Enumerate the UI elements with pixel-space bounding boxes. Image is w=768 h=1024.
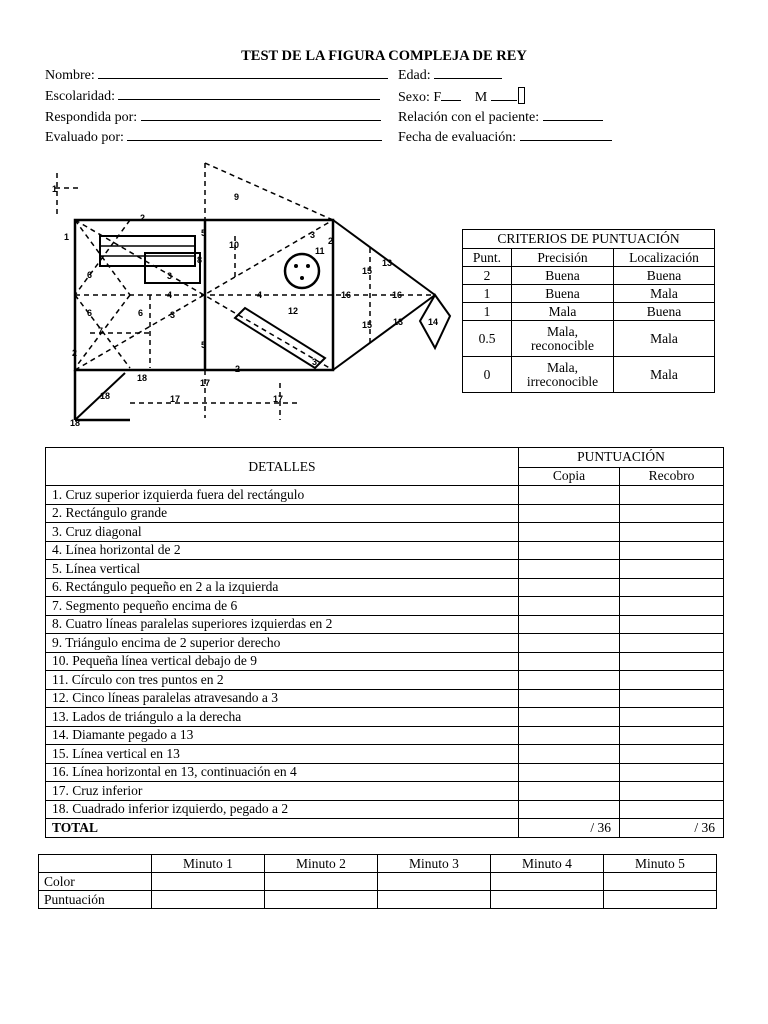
fecha-line[interactable] bbox=[520, 128, 612, 141]
copia-score-cell[interactable] bbox=[519, 523, 620, 542]
puntuacion-cell[interactable] bbox=[604, 891, 717, 909]
recobro-score-cell[interactable] bbox=[620, 523, 724, 542]
detail-label: 15. Línea vertical en 13 bbox=[46, 745, 519, 764]
copia-score-cell[interactable] bbox=[519, 634, 620, 653]
criteria-header: Localización bbox=[614, 249, 715, 267]
page-title: TEST DE LA FIGURA COMPLEJA DE REY bbox=[241, 48, 527, 64]
copia-score-cell[interactable] bbox=[519, 782, 620, 801]
recobro-score-cell[interactable] bbox=[620, 486, 724, 505]
svg-text:1: 1 bbox=[52, 184, 58, 194]
recobro-score-cell[interactable] bbox=[620, 504, 724, 523]
svg-text:4: 4 bbox=[167, 290, 173, 300]
color-cell[interactable] bbox=[265, 873, 378, 891]
figure-dashed-lines bbox=[55, 163, 435, 420]
detail-row bbox=[46, 782, 724, 801]
detail-row bbox=[46, 597, 724, 616]
minute-header: Minuto 5 bbox=[604, 855, 717, 873]
copia-score-cell[interactable] bbox=[519, 726, 620, 745]
recobro-score-cell[interactable] bbox=[620, 671, 724, 690]
detail-label: 8. Cuatro líneas paralelas superiores izquierdas en 2 bbox=[46, 615, 519, 634]
escolaridad-line[interactable] bbox=[118, 87, 380, 100]
svg-text:3: 3 bbox=[312, 357, 318, 367]
recobro-score-cell[interactable] bbox=[620, 708, 724, 727]
criteria-cell: 0.5 bbox=[463, 321, 512, 357]
sexo-m-line[interactable] bbox=[491, 88, 517, 101]
minute-header: Minuto 3 bbox=[378, 855, 491, 873]
recobro-header: Recobro bbox=[620, 467, 724, 486]
detail-row bbox=[46, 523, 724, 542]
recobro-score-cell[interactable] bbox=[620, 763, 724, 782]
svg-text:10: 10 bbox=[229, 240, 240, 250]
scoring-criteria-table bbox=[462, 229, 715, 393]
svg-text:2: 2 bbox=[235, 364, 241, 374]
criteria-cell: 1 bbox=[463, 285, 512, 303]
detail-label: 11. Círculo con tres puntos en 2 bbox=[46, 671, 519, 690]
evaluado-line[interactable] bbox=[127, 128, 382, 141]
relacion-label: Relación con el paciente: bbox=[398, 110, 540, 125]
detail-label: 9. Triángulo encima de 2 superior derecho bbox=[46, 634, 519, 653]
svg-text:4: 4 bbox=[257, 290, 263, 300]
sexo-m-label: M bbox=[474, 90, 488, 105]
detail-label: 17. Cruz inferior bbox=[46, 782, 519, 801]
detail-row bbox=[46, 726, 724, 745]
svg-text:7: 7 bbox=[98, 326, 104, 336]
detail-row bbox=[46, 486, 724, 505]
svg-text:3: 3 bbox=[167, 271, 173, 281]
svg-text:3: 3 bbox=[310, 230, 316, 240]
detail-row bbox=[46, 615, 724, 634]
svg-text:11: 11 bbox=[315, 246, 325, 256]
recobro-score-cell[interactable] bbox=[620, 615, 724, 634]
detail-row bbox=[46, 689, 724, 708]
color-row-label: Color bbox=[39, 873, 152, 891]
copia-score-cell[interactable] bbox=[519, 800, 620, 819]
svg-text:17: 17 bbox=[170, 394, 181, 404]
detail-label: 2. Rectángulo grande bbox=[46, 504, 519, 523]
minutes-corner-cell bbox=[39, 855, 152, 873]
svg-text:5: 5 bbox=[201, 228, 207, 238]
criteria-cell: Buena bbox=[512, 285, 614, 303]
detail-row bbox=[46, 504, 724, 523]
details-header: DETALLES bbox=[46, 448, 519, 486]
detail-label: 14. Diamante pegado a 13 bbox=[46, 726, 519, 745]
total-copia[interactable]: / 36 bbox=[519, 819, 620, 838]
detail-row bbox=[46, 671, 724, 690]
detail-label: 12. Cinco líneas paralelas atravesando a 3 bbox=[46, 689, 519, 708]
svg-text:18: 18 bbox=[137, 373, 148, 383]
relacion-line[interactable] bbox=[543, 108, 603, 121]
criteria-cell: Buena bbox=[614, 303, 715, 321]
respondida-line[interactable] bbox=[141, 108, 381, 121]
criteria-cell: Mala, reconocible bbox=[512, 321, 614, 357]
relacion-field[interactable] bbox=[398, 108, 603, 126]
svg-text:3: 3 bbox=[170, 310, 176, 320]
svg-text:18: 18 bbox=[100, 391, 111, 401]
total-recobro[interactable]: / 36 bbox=[620, 819, 724, 838]
nombre-field[interactable] bbox=[45, 66, 388, 84]
recobro-score-cell[interactable] bbox=[620, 745, 724, 764]
svg-text:17: 17 bbox=[200, 378, 211, 388]
criteria-title: CRITERIOS DE PUNTUACIÓN bbox=[463, 230, 715, 249]
minutes-header-row bbox=[39, 855, 717, 873]
copia-score-cell[interactable] bbox=[519, 671, 620, 690]
svg-text:9: 9 bbox=[234, 192, 240, 202]
svg-text:8: 8 bbox=[197, 255, 203, 265]
triangle-bottom-side bbox=[333, 295, 435, 370]
minute-header: Minuto 1 bbox=[152, 855, 265, 873]
criteria-header: Precisión bbox=[512, 249, 614, 267]
detail-row bbox=[46, 634, 724, 653]
copia-score-cell[interactable] bbox=[519, 615, 620, 634]
recobro-score-cell[interactable] bbox=[620, 782, 724, 801]
fecha-label: Fecha de evaluación: bbox=[398, 130, 517, 145]
color-cell[interactable] bbox=[378, 873, 491, 891]
detail-label: 16. Línea horizontal en 13, continuación en 4 bbox=[46, 763, 519, 782]
copia-header: Copia bbox=[519, 467, 620, 486]
detail-row bbox=[46, 541, 724, 560]
criteria-cell: Mala bbox=[614, 357, 715, 393]
criteria-cell: 2 bbox=[463, 267, 512, 285]
copia-score-cell[interactable] bbox=[519, 578, 620, 597]
svg-text:2: 2 bbox=[72, 348, 78, 358]
rey-figure-diagram bbox=[30, 158, 460, 433]
copia-score-cell[interactable] bbox=[519, 708, 620, 727]
details-rows bbox=[46, 486, 724, 819]
escolaridad-field[interactable] bbox=[45, 87, 380, 105]
svg-text:13: 13 bbox=[382, 258, 393, 268]
score-header: PUNTUACIÓN bbox=[519, 448, 724, 468]
svg-text:13: 13 bbox=[393, 317, 404, 327]
criteria-cell: Buena bbox=[512, 267, 614, 285]
copia-score-cell[interactable] bbox=[519, 689, 620, 708]
color-cell[interactable] bbox=[152, 873, 265, 891]
recobro-score-cell[interactable] bbox=[620, 541, 724, 560]
recobro-score-cell[interactable] bbox=[620, 597, 724, 616]
minute-header: Minuto 4 bbox=[491, 855, 604, 873]
minute-header: Minuto 2 bbox=[265, 855, 378, 873]
detail-label: 18. Cuadrado inferior izquierdo, pegado a 2 bbox=[46, 800, 519, 819]
circle-dots bbox=[294, 264, 310, 280]
detail-row bbox=[46, 800, 724, 819]
detail-label: 7. Segmento pequeño encima de 6 bbox=[46, 597, 519, 616]
recobro-score-cell[interactable] bbox=[620, 689, 724, 708]
svg-text:6: 6 bbox=[138, 308, 144, 318]
detail-row bbox=[46, 560, 724, 579]
minutes-color-row bbox=[39, 873, 717, 891]
copia-score-cell[interactable] bbox=[519, 560, 620, 579]
escolaridad-label: Escolaridad: bbox=[45, 89, 115, 104]
evaluado-field[interactable] bbox=[45, 128, 382, 146]
sexo-field[interactable] bbox=[398, 87, 525, 106]
detail-label: 3. Cruz diagonal bbox=[46, 523, 519, 542]
sexo-checkbox[interactable] bbox=[518, 87, 525, 104]
detail-row bbox=[46, 652, 724, 671]
nombre-line[interactable] bbox=[98, 66, 388, 79]
svg-text:2: 2 bbox=[140, 213, 146, 223]
copia-score-cell[interactable] bbox=[519, 597, 620, 616]
sexo-f-line[interactable] bbox=[441, 88, 461, 101]
details-score-table bbox=[45, 447, 724, 838]
small-rect bbox=[145, 253, 203, 283]
criteria-header: Punt. bbox=[463, 249, 512, 267]
fecha-field[interactable] bbox=[398, 128, 612, 146]
respondida-field[interactable] bbox=[45, 108, 381, 126]
puntuacion-cell[interactable] bbox=[265, 891, 378, 909]
svg-text:15: 15 bbox=[362, 266, 373, 276]
svg-text:15: 15 bbox=[362, 320, 373, 330]
detail-label: 13. Lados de triángulo a la derecha bbox=[46, 708, 519, 727]
detail-label: 5. Línea vertical bbox=[46, 560, 519, 579]
svg-text:2: 2 bbox=[328, 236, 334, 246]
criteria-cell: 0 bbox=[463, 357, 512, 393]
copia-score-cell[interactable] bbox=[519, 504, 620, 523]
color-cell[interactable] bbox=[491, 873, 604, 891]
circle-three-dots bbox=[285, 254, 319, 288]
minutes-table bbox=[38, 854, 717, 909]
criteria-cell: Mala bbox=[614, 321, 715, 357]
svg-text:17: 17 bbox=[273, 394, 284, 404]
recobro-score-cell[interactable] bbox=[620, 800, 724, 819]
recobro-score-cell[interactable] bbox=[620, 634, 724, 653]
detail-row bbox=[46, 708, 724, 727]
edad-line[interactable] bbox=[434, 66, 502, 79]
puntuacion-cell[interactable] bbox=[378, 891, 491, 909]
copia-score-cell[interactable] bbox=[519, 745, 620, 764]
evaluado-label: Evaluado por: bbox=[45, 130, 124, 145]
criteria-cell: Mala, irreconocible bbox=[512, 357, 614, 393]
recobro-score-cell[interactable] bbox=[620, 578, 724, 597]
criteria-cell: 1 bbox=[463, 303, 512, 321]
svg-text:18: 18 bbox=[70, 418, 81, 428]
detail-label: 6. Rectángulo pequeño en 2 a la izquierda bbox=[46, 578, 519, 597]
copia-score-cell[interactable] bbox=[519, 763, 620, 782]
detail-label: 1. Cruz superior izquierda fuera del rectángulo bbox=[46, 486, 519, 505]
respondida-label: Respondida por: bbox=[45, 110, 138, 125]
copia-score-cell[interactable] bbox=[519, 541, 620, 560]
sexo-f-label: Sexo: F bbox=[398, 90, 442, 105]
criteria-cell: Buena bbox=[614, 267, 715, 285]
nombre-label: Nombre: bbox=[45, 68, 95, 83]
detail-label: 10. Pequeña línea vertical debajo de 9 bbox=[46, 652, 519, 671]
svg-text:6: 6 bbox=[87, 270, 93, 280]
copia-score-cell[interactable] bbox=[519, 652, 620, 671]
puntuacion-cell[interactable] bbox=[152, 891, 265, 909]
svg-text:12: 12 bbox=[288, 306, 299, 316]
edad-label: Edad: bbox=[398, 68, 431, 83]
criteria-cell: Mala bbox=[512, 303, 614, 321]
svg-text:16: 16 bbox=[392, 290, 403, 300]
detail-row bbox=[46, 578, 724, 597]
detail-row bbox=[46, 763, 724, 782]
svg-text:1: 1 bbox=[64, 232, 70, 242]
svg-text:5: 5 bbox=[201, 340, 207, 350]
total-row bbox=[46, 819, 724, 838]
recobro-score-cell[interactable] bbox=[620, 560, 724, 579]
criteria-cell: Mala bbox=[614, 285, 715, 303]
total-label: TOTAL bbox=[46, 819, 519, 838]
svg-text:6: 6 bbox=[87, 308, 93, 318]
color-cell[interactable] bbox=[604, 873, 717, 891]
minutes-score-row bbox=[39, 891, 717, 909]
edad-field[interactable] bbox=[398, 66, 502, 84]
puntuacion-cell[interactable] bbox=[491, 891, 604, 909]
recobro-score-cell[interactable] bbox=[620, 726, 724, 745]
copia-score-cell[interactable] bbox=[519, 486, 620, 505]
svg-text:16: 16 bbox=[341, 290, 352, 300]
puntuacion-row-label: Puntuación bbox=[39, 891, 152, 909]
recobro-score-cell[interactable] bbox=[620, 652, 724, 671]
detail-row bbox=[46, 745, 724, 764]
detail-label: 4. Línea horizontal de 2 bbox=[46, 541, 519, 560]
svg-text:14: 14 bbox=[428, 317, 439, 327]
